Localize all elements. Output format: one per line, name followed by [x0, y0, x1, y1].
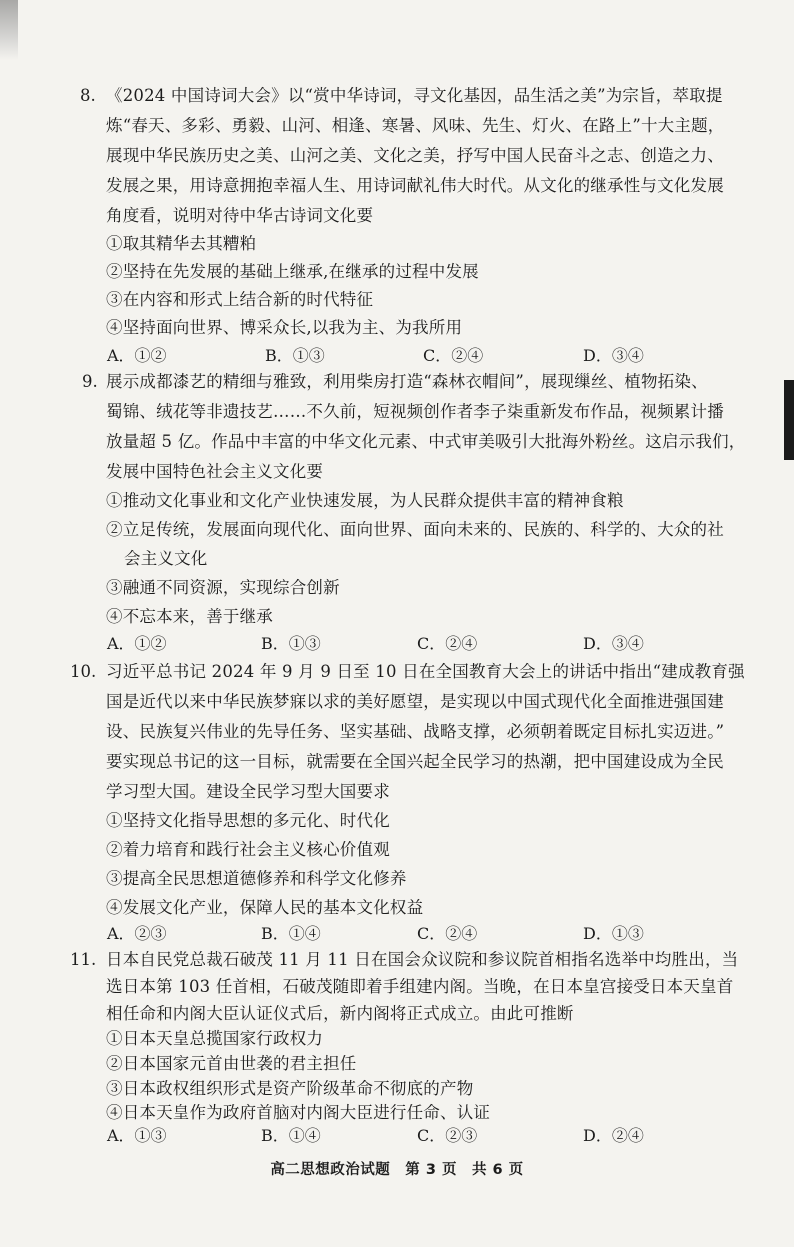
choice-item: ①坚持文化指导思想的多元化、时代化: [106, 811, 390, 830]
scan-corner-mark: [0, 0, 18, 60]
option-c[interactable]: C．②④: [417, 924, 478, 943]
choice-item: ①推动文化事业和文化产业快速发展，为人民群众提供丰富的精神食粮: [106, 491, 624, 510]
page-footer: 高二思想政治试题 第 3 页 共 6 页: [270, 1162, 524, 1178]
question-stem-line: 角度看，说明对待中华古诗词文化要: [106, 206, 374, 225]
question-number: 9.: [82, 372, 98, 391]
option-c[interactable]: C．②③: [417, 1126, 478, 1145]
option-a[interactable]: A．②③: [107, 924, 167, 943]
question-stem-line: 蜀锦、绒花等非遗技艺……不久前，短视频创作者李子柒重新发布作品，视频累计播: [106, 402, 724, 421]
option-d[interactable]: D．③④: [583, 346, 644, 365]
question-stem-line: 相任命和内阁大臣认证仪式后，新内阁将正式成立。由此可推断: [106, 1004, 574, 1023]
choice-item: ①取其精华去其糟粕: [106, 234, 257, 253]
question-stem-line: 放量超 5 亿。作品中丰富的中华文化元素、中式审美吸引大批海外粉丝。这启示我们，: [106, 432, 746, 451]
question-stem-line: 展示成都漆艺的精细与雅致，利用柴房打造“森林衣帽间”，展现缫丝、植物拓染、: [106, 372, 708, 391]
choice-item: ②日本国家元首由世袭的君主担任: [106, 1054, 357, 1073]
option-b[interactable]: B．①④: [261, 1126, 321, 1145]
question-stem-line: 《2024 中国诗词大会》以“赏中华诗词，寻文化基因，品生活之美”为宗旨，萃取提: [106, 86, 723, 105]
choice-item: ③融通不同资源，实现综合创新: [106, 578, 340, 597]
question-number: 11.: [70, 950, 97, 969]
option-a[interactable]: A．①③: [107, 1126, 167, 1145]
choice-item: ③在内容和形式上结合新的时代特征: [106, 290, 374, 309]
option-a[interactable]: A．①②: [107, 634, 167, 653]
question-stem-line: 习近平总书记 2024 年 9 月 9 日至 10 日在全国教育大会上的讲话中指出“建成教育强: [106, 662, 745, 681]
option-b[interactable]: B．①③: [261, 634, 321, 653]
choice-item: ②坚持在先发展的基础上继承,在继承的过程中发展: [106, 262, 479, 281]
option-b[interactable]: B．①④: [261, 924, 321, 943]
question-stem-line: 选日本第 103 任首相，石破茂随即着手组建内阁。当晚，在日本皇宫接受日本天皇首: [106, 977, 734, 996]
page-edge-tab: [784, 380, 794, 460]
question-stem-line: 发展中国特色社会主义文化要: [106, 462, 324, 481]
question-stem-line: 炼“春天、多彩、勇毅、山河、相逢、寒暑、风味、先生、灯火、在路上”十大主题，: [106, 116, 725, 135]
option-c[interactable]: C．②④: [423, 346, 484, 365]
option-b[interactable]: B．①③: [265, 346, 325, 365]
question-stem-line: 要实现总书记的这一目标，就需要在全国兴起全民学习的热潮，把中国建设成为全民: [106, 752, 724, 771]
option-c[interactable]: C．②④: [417, 634, 478, 653]
choice-item: ④发展文化产业，保障人民的基本文化权益: [106, 898, 424, 917]
choice-item: ②立足传统，发展面向现代化、面向世界、面向未来的、民族的、科学的、大众的社: [106, 520, 724, 539]
question-stem-line: 发展之果，用诗意拥抱幸福人生、用诗词献礼伟大时代。从文化的继承性与文化发展: [106, 176, 724, 195]
option-d[interactable]: D．③④: [583, 634, 644, 653]
question-stem-line: 国是近代以来中华民族梦寐以求的美好愿望，是实现以中国式现代化全面推进强国建: [106, 692, 724, 711]
option-d[interactable]: D．②④: [583, 1126, 644, 1145]
choice-item: ④坚持面向世界、博采众长,以我为主、为我所用: [106, 318, 463, 337]
question-stem-line: 展现中华民族历史之美、山河之美、文化之美，抒写中国人民奋斗之志、创造之力、: [106, 146, 724, 165]
choice-item: ④不忘本来，善于继承: [106, 607, 273, 626]
choice-item: ②着力培育和践行社会主义核心价值观: [106, 840, 390, 859]
question-stem-line: 日本自民党总裁石破茂 11 月 11 日在国会众议院和参议院首相指名选举中均胜出，当: [106, 950, 739, 969]
question-stem-line: 设、民族复兴伟业的先导任务、坚实基础、战略支撑，必须朝着既定目标扎实迈进。”: [106, 722, 725, 741]
choice-item-continued: 会主义文化: [124, 549, 208, 568]
choice-item: ④日本天皇作为政府首脑对内阁大臣进行任命、认证: [106, 1103, 491, 1122]
option-a[interactable]: A．①②: [107, 346, 167, 365]
option-d[interactable]: D．①③: [583, 924, 644, 943]
choice-item: ①日本天皇总揽国家行政权力: [106, 1029, 324, 1048]
question-stem-line: 学习型大国。建设全民学习型大国要求: [106, 782, 390, 801]
choice-item: ③提高全民思想道德修养和科学文化修养: [106, 869, 407, 888]
question-number: 10.: [70, 662, 97, 681]
question-number: 8.: [80, 86, 96, 105]
choice-item: ③日本政权组织形式是资产阶级革命不彻底的产物: [106, 1079, 474, 1098]
